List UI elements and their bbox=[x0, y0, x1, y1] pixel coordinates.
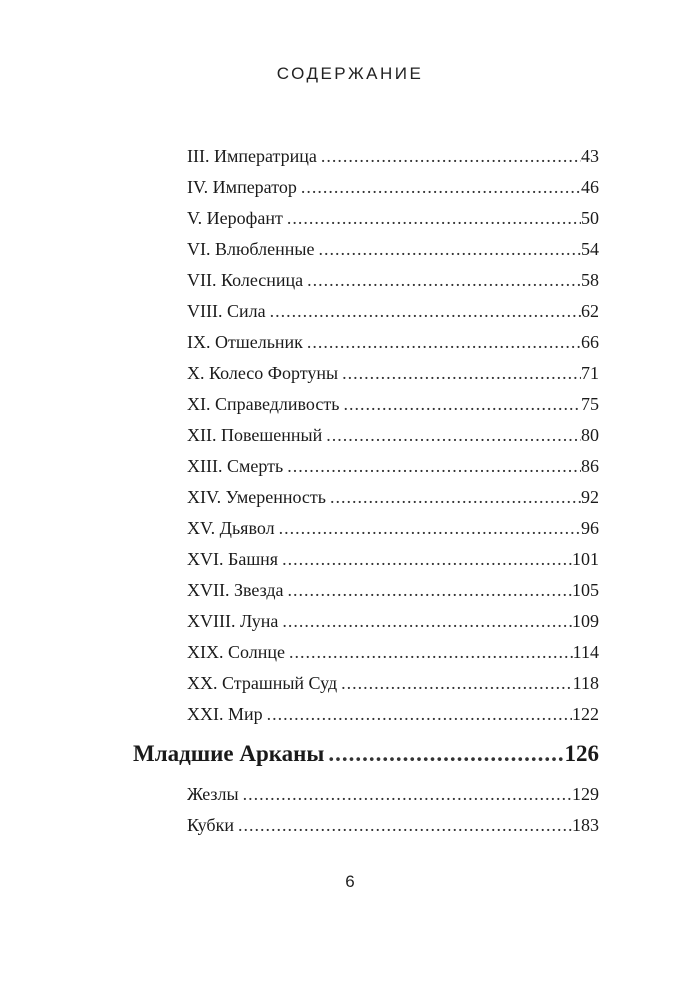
toc-entry-title: VII. Колесница bbox=[187, 270, 304, 290]
toc-entry-title: III. Императрица bbox=[187, 146, 317, 166]
dot-leader bbox=[266, 301, 581, 322]
dot-leader bbox=[314, 239, 581, 260]
toc-entry-page: 183 bbox=[572, 815, 599, 835]
toc-entry-title: XVI. Башня bbox=[187, 549, 279, 569]
dot-leader bbox=[278, 549, 572, 570]
dot-leader bbox=[285, 642, 573, 663]
toc-entry-page: 129 bbox=[572, 784, 599, 804]
dot-leader bbox=[303, 270, 581, 291]
toc-entry[interactable] bbox=[187, 456, 599, 482]
toc-entry-page: 80 bbox=[581, 425, 599, 445]
toc-entry-page: 43 bbox=[581, 146, 599, 166]
toc-entry-title: IX. Отшельник bbox=[187, 332, 303, 352]
toc-entry-title: XXI. Мир bbox=[187, 704, 263, 724]
toc-entry[interactable] bbox=[187, 815, 599, 841]
toc-entry-page: 46 bbox=[581, 177, 599, 197]
toc-entry[interactable] bbox=[187, 301, 599, 327]
dot-leader bbox=[239, 784, 572, 805]
dot-leader bbox=[317, 146, 581, 167]
toc-section-page: 126 bbox=[564, 741, 599, 766]
toc-entry-title: XX. Страшный Суд bbox=[187, 673, 338, 693]
toc-entry-page: 92 bbox=[581, 487, 599, 507]
toc-entry-page: 58 bbox=[581, 270, 599, 290]
toc-entry-title: XIV. Умеренность bbox=[187, 487, 326, 507]
toc-entry-title: XI. Справедливость bbox=[187, 394, 340, 414]
toc-entry[interactable] bbox=[187, 487, 599, 513]
toc-entry[interactable] bbox=[187, 363, 599, 389]
dot-leader bbox=[322, 425, 581, 446]
toc-entry[interactable] bbox=[187, 784, 599, 810]
toc-entry-page: 71 bbox=[581, 363, 599, 383]
toc-entry-page: 118 bbox=[572, 673, 599, 693]
toc-entry[interactable] bbox=[187, 580, 599, 606]
toc-section-title: Младшие Арканы bbox=[133, 741, 325, 766]
dot-leader bbox=[234, 815, 572, 836]
dot-leader bbox=[326, 487, 581, 508]
toc-entry[interactable] bbox=[187, 704, 599, 730]
dot-leader bbox=[303, 332, 581, 353]
dot-leader bbox=[263, 704, 572, 725]
toc-entry-title: Кубки bbox=[187, 815, 234, 835]
toc-entry-page: 114 bbox=[572, 642, 599, 662]
toc-entry-title: XIII. Смерть bbox=[187, 456, 284, 476]
toc-entry[interactable] bbox=[187, 518, 599, 544]
toc-entry-title: XII. Повешенный bbox=[187, 425, 323, 445]
toc-entry-title: X. Колесо Фортуны bbox=[187, 363, 339, 383]
toc-entry-title: IV. Император bbox=[187, 177, 297, 197]
toc-entry-title: Жезлы bbox=[187, 784, 239, 804]
toc-entry-page: 62 bbox=[581, 301, 599, 321]
dot-leader bbox=[283, 456, 581, 477]
toc-entry-page: 66 bbox=[581, 332, 599, 352]
dot-leader bbox=[275, 518, 581, 539]
toc-entry-title: XVII. Звезда bbox=[187, 580, 284, 600]
toc-entry-page: 75 bbox=[581, 394, 599, 414]
toc-entry-page: 101 bbox=[572, 549, 599, 569]
dot-leader bbox=[324, 741, 564, 767]
dot-leader bbox=[339, 394, 581, 415]
toc-entry[interactable] bbox=[187, 332, 599, 358]
toc-entry[interactable] bbox=[187, 146, 599, 172]
dot-leader bbox=[338, 363, 581, 384]
toc-entry-title: XIX. Солнце bbox=[187, 642, 285, 662]
toc-section-heading[interactable] bbox=[133, 741, 599, 773]
toc-entry-title: XV. Дьявол bbox=[187, 518, 275, 538]
toc-entry-page: 54 bbox=[581, 239, 599, 259]
toc-entry[interactable] bbox=[187, 642, 599, 668]
toc-entry[interactable] bbox=[187, 425, 599, 451]
page-header: СОДЕРЖАНИЕ bbox=[276, 64, 424, 83]
toc-entry[interactable] bbox=[187, 239, 599, 265]
toc-entry[interactable] bbox=[187, 611, 599, 637]
toc-entry[interactable] bbox=[187, 394, 599, 420]
toc-entry-page: 86 bbox=[581, 456, 599, 476]
toc-entry-title: VIII. Сила bbox=[187, 301, 266, 321]
toc-entry[interactable] bbox=[187, 177, 599, 203]
toc-entry-title: VI. Влюбленные bbox=[187, 239, 315, 259]
dot-leader bbox=[283, 208, 581, 229]
toc-entry-title: V. Иерофант bbox=[187, 208, 283, 228]
dot-leader bbox=[278, 611, 572, 632]
dot-leader bbox=[297, 177, 581, 198]
toc-entry-page: 50 bbox=[581, 208, 599, 228]
toc-entry-page: 122 bbox=[572, 704, 599, 724]
page-number: 6 bbox=[345, 872, 355, 891]
toc-entry-page: 96 bbox=[581, 518, 599, 538]
toc-entry[interactable] bbox=[187, 549, 599, 575]
toc-entry[interactable] bbox=[187, 208, 599, 234]
toc-entry[interactable] bbox=[187, 270, 599, 296]
toc-entry-page: 109 bbox=[572, 611, 599, 631]
toc-entry-page: 105 bbox=[572, 580, 599, 600]
toc-entry-title: XVIII. Луна bbox=[187, 611, 279, 631]
dot-leader bbox=[284, 580, 572, 601]
dot-leader bbox=[337, 673, 573, 694]
toc-entry[interactable] bbox=[187, 673, 599, 699]
